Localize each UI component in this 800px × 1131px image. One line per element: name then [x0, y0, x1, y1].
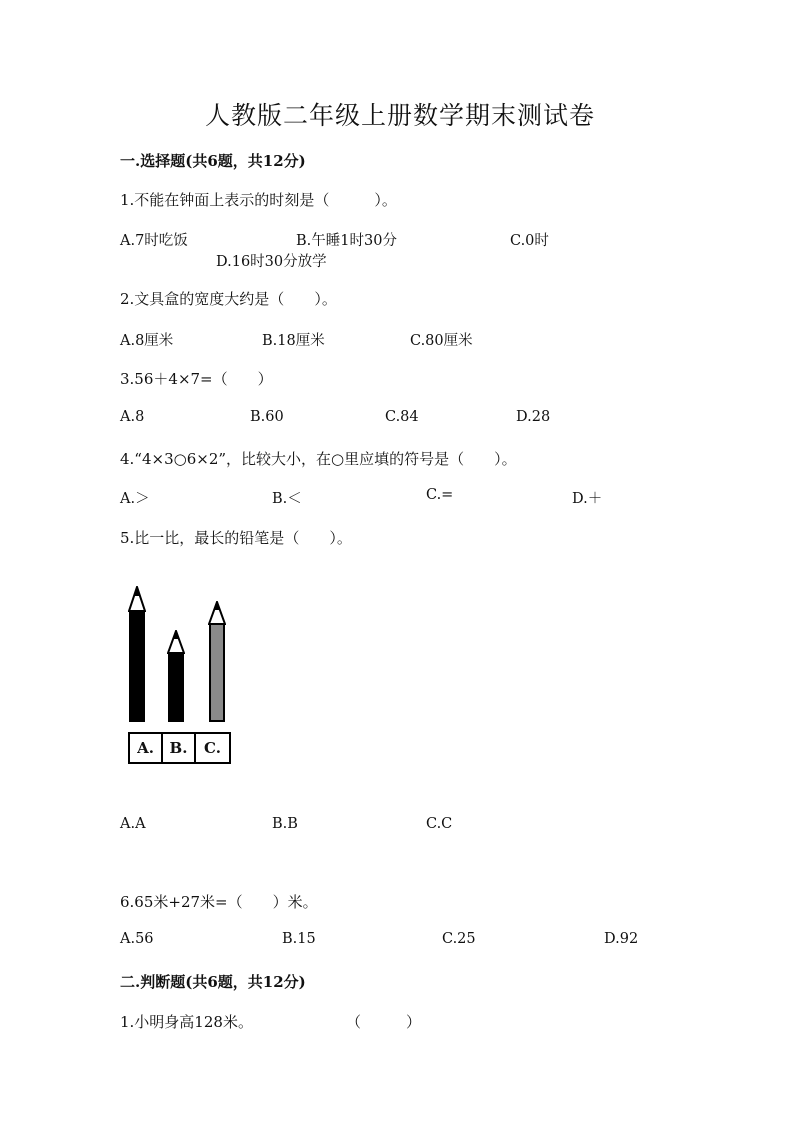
question-1-option-a[interactable]: A.7时吃饭	[120, 233, 188, 249]
question-5-option-b[interactable]: B.B	[272, 816, 298, 832]
question-4-option-d[interactable]: D.＋	[572, 491, 603, 507]
pencil-figure	[126, 584, 236, 774]
page-title: 人教版二年级上册数学期末测试卷	[204, 101, 595, 130]
question-6-option-d[interactable]: D.92	[604, 931, 639, 947]
pencil-label-b: B.	[163, 734, 196, 762]
question-6-option-c[interactable]: C.25	[442, 931, 476, 947]
pencil-label-c: C.	[204, 739, 221, 757]
pencil-c	[209, 623, 225, 722]
pencil-b-tip-icon	[167, 630, 185, 654]
question-3-option-a[interactable]: A.8	[120, 409, 145, 425]
pencil-label-a: A.	[130, 734, 163, 762]
question-5-option-a[interactable]: A.A	[120, 816, 146, 832]
question-2-option-c[interactable]: C.80厘米	[410, 333, 473, 349]
question-3-option-b[interactable]: B.60	[250, 409, 284, 425]
question-4-stem: 4.“4×3○6×2”，比较大小，在○里应填的符号是（ ）。	[120, 450, 517, 468]
section-heading-judgment: 二.判断题(共6题，共12分)	[120, 973, 306, 991]
question-4-option-c[interactable]: C.=	[426, 487, 454, 503]
question-2-stem: 2.文具盒的宽度大约是（ ）。	[120, 290, 337, 308]
question-1-option-b[interactable]: B.午睡1时30分	[296, 233, 397, 249]
question-2-option-b[interactable]: B.18厘米	[262, 333, 325, 349]
question-6-stem: 6.65米+27米=（ ）米。	[120, 893, 318, 911]
pencil-label-box	[128, 732, 231, 764]
question-4-option-b[interactable]: B.＜	[272, 491, 302, 507]
question-1-stem: 1.不能在钟面上表示的时刻是（ ）。	[120, 191, 397, 209]
question-3-stem: 3.56＋4×7=（ ）	[120, 370, 273, 388]
question-5-option-c[interactable]: C.C	[426, 816, 453, 832]
question-2-option-a[interactable]: A.8厘米	[120, 333, 174, 349]
question-4-option-a[interactable]: A.＞	[120, 491, 150, 507]
judgment-1-answer-blank[interactable]: （ ）	[346, 1013, 422, 1031]
section-heading-choice: 一.选择题(共6题，共12分)	[120, 152, 306, 170]
judgment-1-stem: 1.小明身高128米。	[120, 1013, 253, 1031]
question-1-option-c[interactable]: C.0时	[510, 233, 549, 249]
pencil-c-tip-icon	[208, 601, 226, 625]
question-1-option-d[interactable]: D.16时30分放学	[216, 254, 327, 270]
question-3-option-c[interactable]: C.84	[385, 409, 419, 425]
question-6-option-b[interactable]: B.15	[282, 931, 316, 947]
pencil-b	[168, 652, 184, 722]
question-3-option-d[interactable]: D.28	[516, 409, 551, 425]
question-6-option-a[interactable]: A.56	[120, 931, 154, 947]
pencil-a-tip-icon	[128, 586, 146, 612]
pencil-a	[129, 610, 145, 722]
question-5-stem: 5.比一比，最长的铅笔是（ ）。	[120, 529, 352, 547]
